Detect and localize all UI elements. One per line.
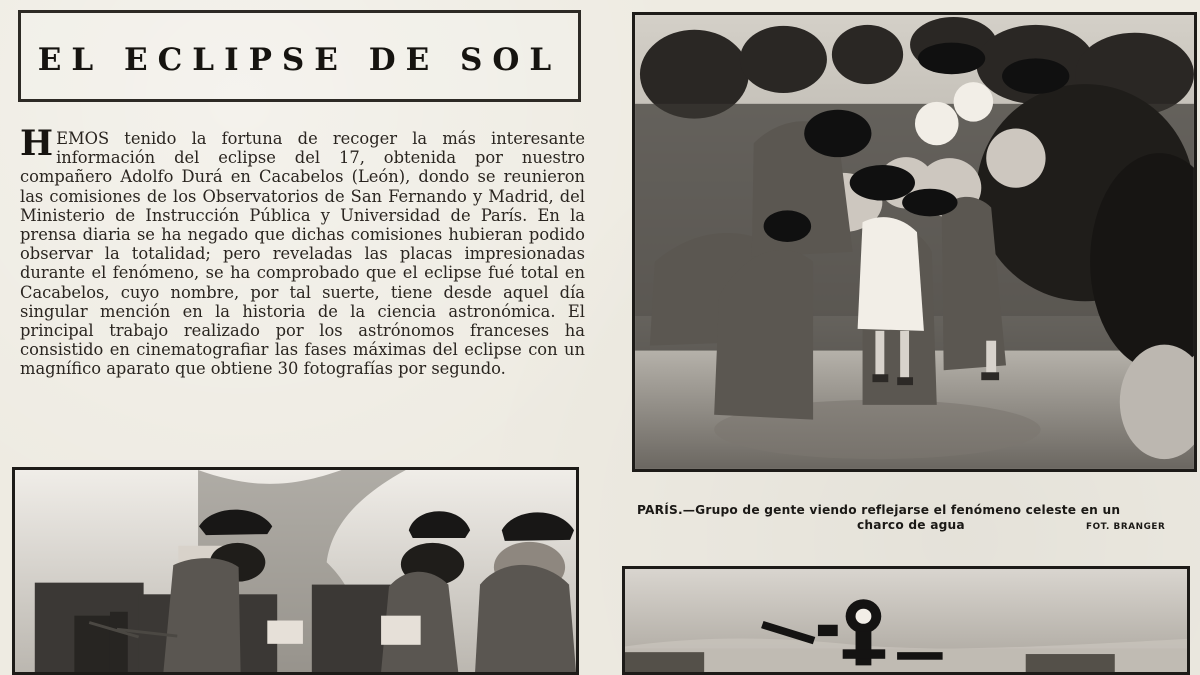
headline-title: EL ECLIPSE DE SOL — [37, 42, 562, 78]
article-body — [20, 123, 585, 379]
crowd-photo — [632, 12, 1197, 472]
caption-line-2: charco de agua — [857, 518, 965, 532]
observers-photo-image — [15, 470, 576, 672]
article-text: EMOS tenido la fortuna de recoger la más interesante información del eclipse del 17, obtenida por nuestro compañero Adolfo Durá en Cacabelos (León), dondo se reunieron las comisiones de los Observatorios de San Fernando y Madrid, del Ministerio de Instrucción Pública y Universidad de París. En la prensa diaria se ha negado que dichas comisiones hubieran podido observar la totalidad; pero reveladas las placas impresionadas durante el fenómeno, se ha comprobado que el eclipse fué total en Cacabelos, cuyo nombre, por tal suerte, tiene desde aquel día singular mención en la historia de la ciencia astronómica. El principal trabajo realizado por los astrónomos franceses ha consistido en cinematografiar las fases máximas del eclipse con un magnífico aparato que obtiene 30 fotografías por segundo. — [20, 129, 585, 379]
telescope-photo — [622, 566, 1190, 675]
article-drop-cap: H — [20, 123, 54, 164]
photo-caption — [637, 503, 1197, 533]
telescope-photo-image — [625, 569, 1187, 672]
caption-line-1: PARÍS.—Grupo de gente viendo reflejarse el fenómeno celeste en un — [637, 503, 1121, 517]
observers-photo — [12, 467, 579, 675]
caption-second-row — [637, 518, 1197, 533]
crowd-photo-image — [635, 15, 1194, 469]
photo-credit: FOT. BRANGER — [1086, 522, 1166, 532]
headline-box — [18, 10, 581, 102]
